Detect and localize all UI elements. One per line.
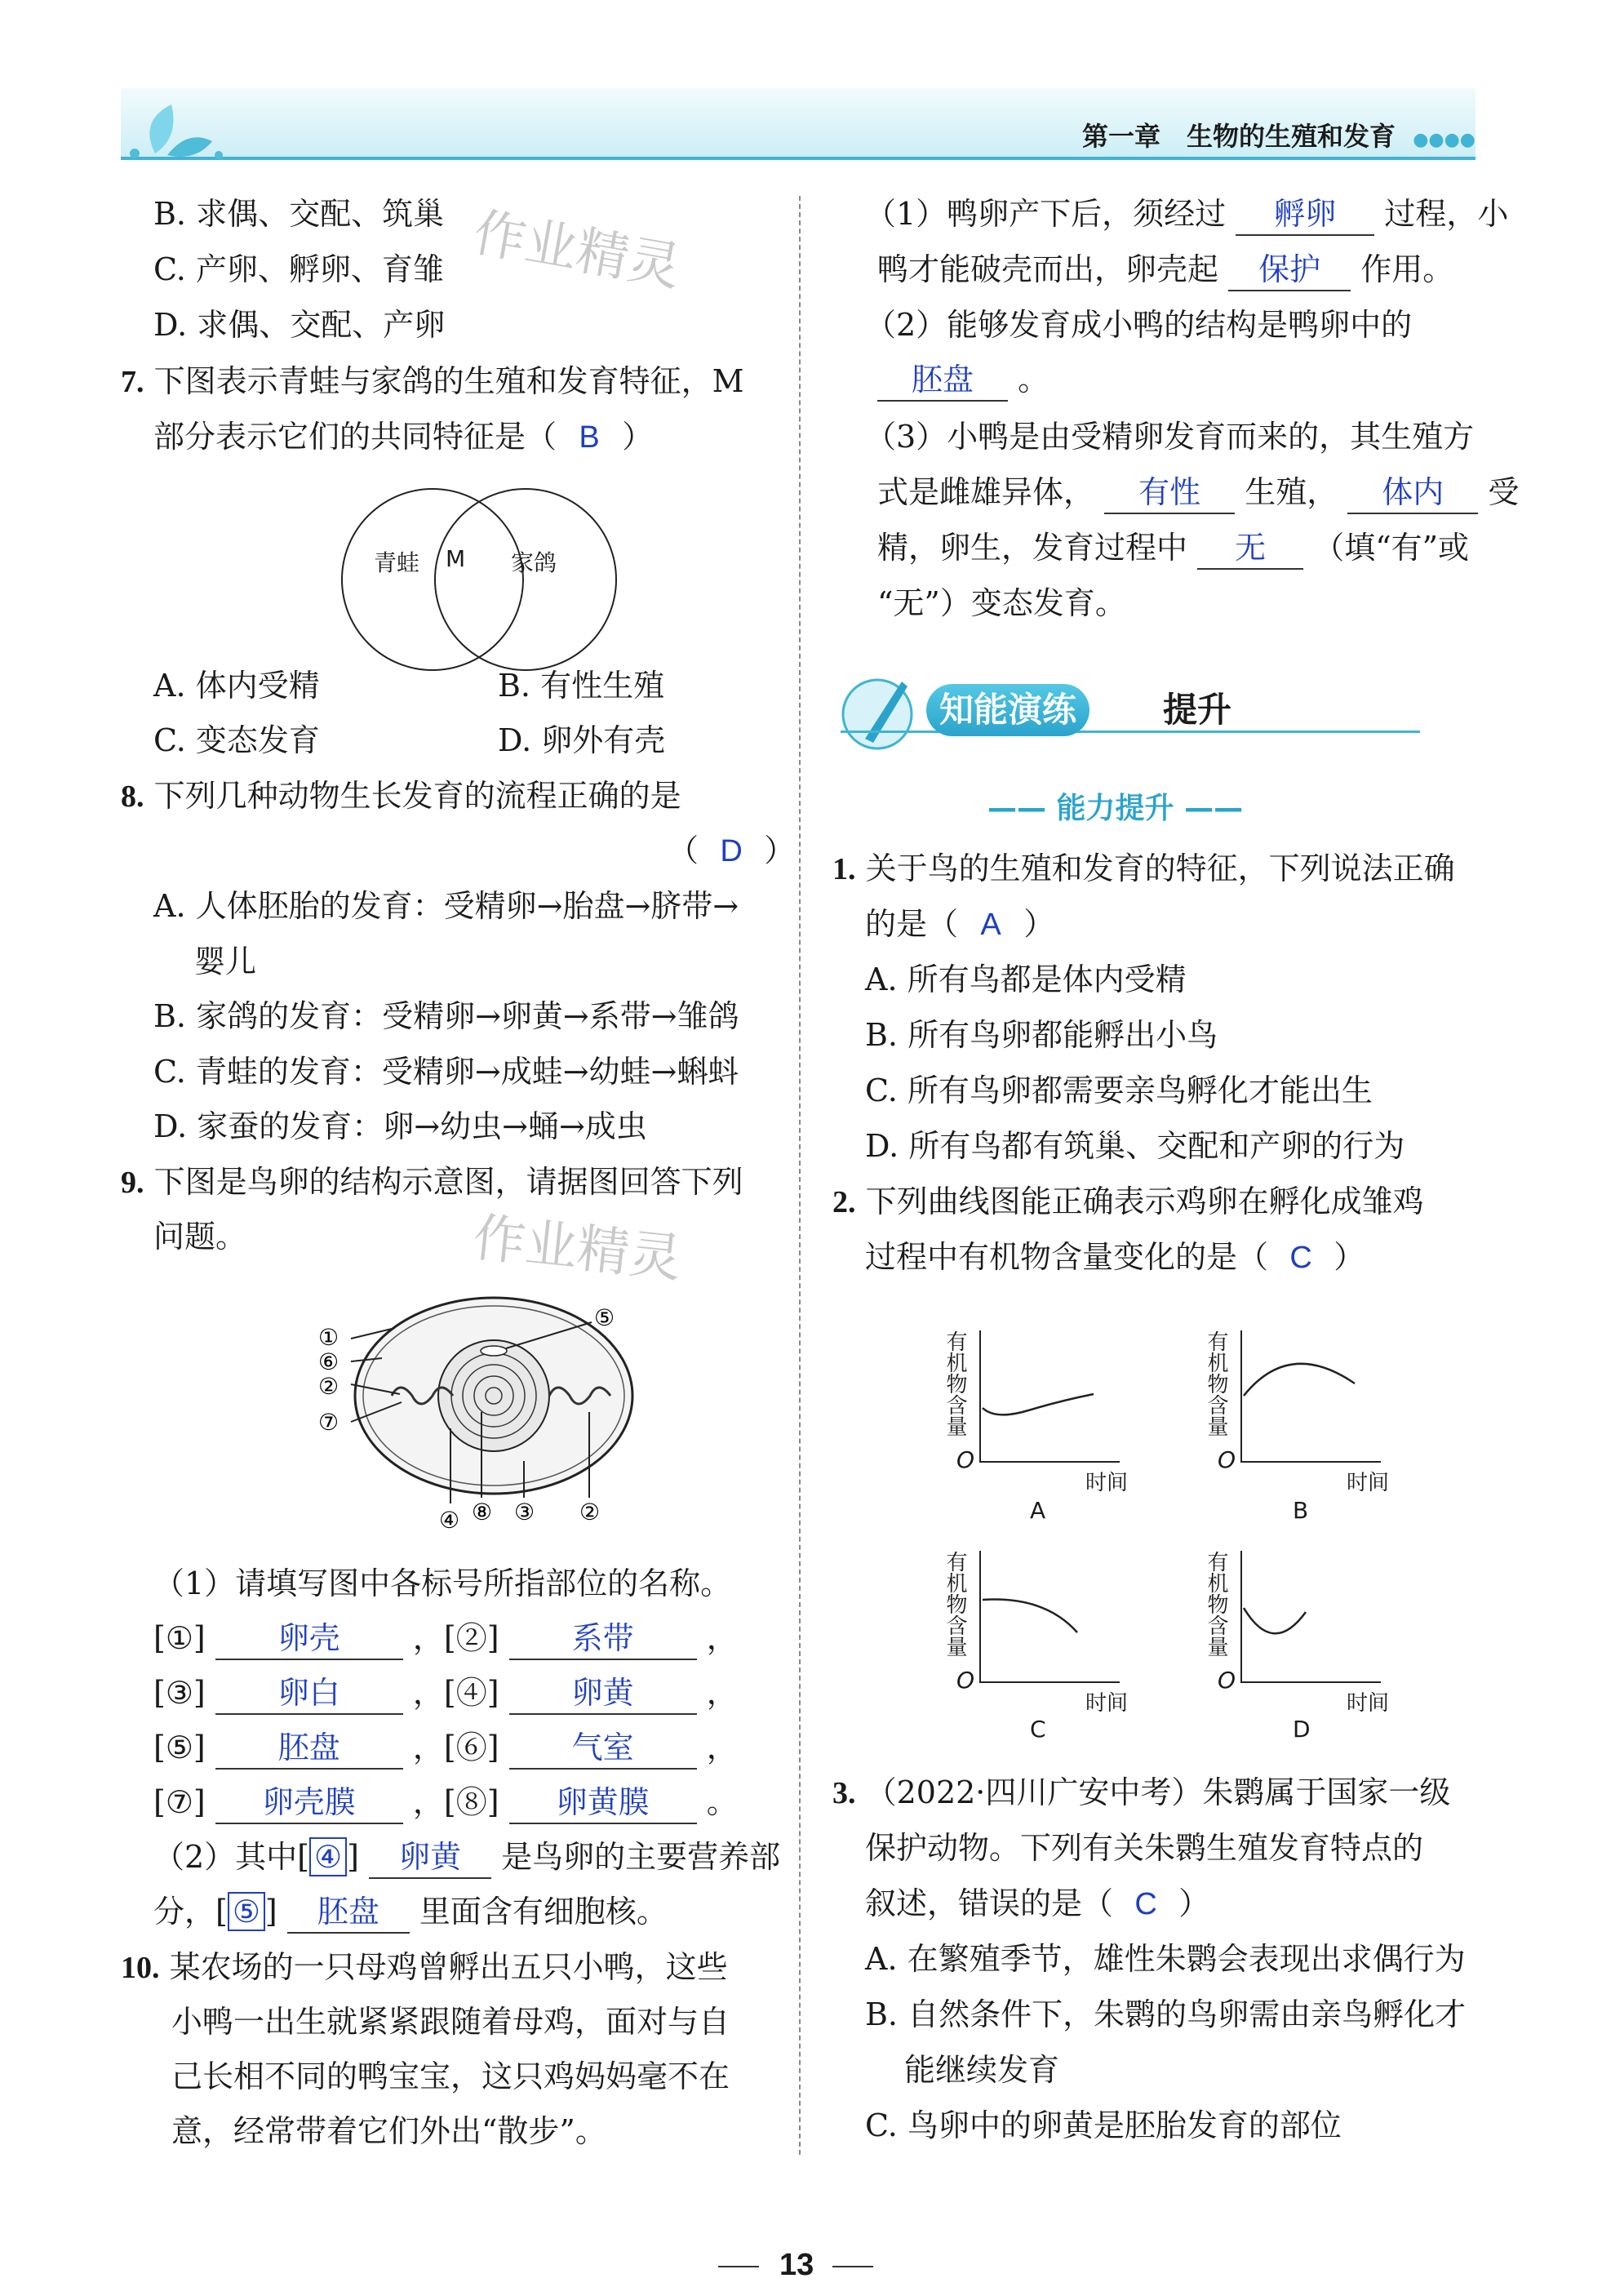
r3-text3: 叙述，错误的是（: [865, 1885, 1114, 1921]
q10-sub-text: 精，卵生，发育过程中: [877, 530, 1188, 566]
r3-option-b-line2: 能继续发育: [904, 2052, 1060, 2088]
q6-option-c: C. 产卵、孵卵、育雏: [153, 251, 444, 287]
fill-end: ，: [706, 1675, 738, 1711]
q10-sub2-line1: （2）能够发育成小鸭的结构是鸭卵中的: [865, 307, 1413, 343]
q9-sub2-num: ④: [309, 1837, 347, 1876]
graph-a-curve: [979, 1330, 1118, 1461]
r3-number: 3.: [832, 1776, 856, 1810]
graph-b-letter: B: [1293, 1497, 1309, 1524]
q10-sub-text: 生殖，: [1245, 474, 1338, 510]
watermark: 作业精灵: [468, 202, 686, 299]
graph-d-letter: D: [1293, 1716, 1311, 1743]
venn-pigeon-circle: [434, 488, 617, 671]
q10-sub-answer: 体内: [1347, 473, 1478, 514]
q10-sub3-line3: [877, 528, 1469, 570]
r3-stem-line3: [865, 1884, 1209, 1924]
brush-icon: [832, 665, 930, 755]
q7-number: 7.: [121, 365, 144, 399]
fill-label: ，[⑧]: [412, 1784, 499, 1820]
watermark: 作业精灵: [470, 1207, 685, 1290]
q9-fill-row3: [153, 1728, 738, 1770]
graph-c-curve: [979, 1551, 1118, 1681]
q9-text1: 下图是鸟卵的结构示意图，请据图回答下列: [153, 1164, 743, 1200]
q7-option-a: A. 体内受精: [153, 668, 320, 704]
chapter-title-text: 第一章 生物的生殖和发育: [1082, 121, 1396, 152]
r1-number: 1.: [832, 852, 856, 886]
q9-sub2-line1: [153, 1837, 780, 1879]
venn-pigeon-label: 家鸽: [511, 549, 557, 576]
q6-option-b: B. 求偶、交配、筑巢: [153, 196, 445, 232]
header-dots: ●●●●: [1413, 130, 1476, 150]
q8-option-c: C. 青蛙的发育：受精卵→成蛙→幼蛙→蝌蚪: [153, 1054, 739, 1090]
q10-sub-text: 式是雌雄异体，: [877, 474, 1095, 510]
q10-sub1-line2: [877, 250, 1453, 291]
r2-stem-line2: [865, 1237, 1365, 1277]
banner-subtitle: 提升: [1163, 690, 1232, 730]
r3-text1: （2022·四川广安中考）朱鹮属于国家一级: [865, 1774, 1451, 1810]
q7-option-d: D. 卵外有壳: [498, 722, 666, 758]
q8-option-b: B. 家鸽的发育：受精卵→卵黄→系带→雏鸽: [153, 998, 739, 1034]
q9-sub2-answer: 卵黄: [369, 1838, 491, 1879]
fill-answer: 卵壳: [215, 1619, 403, 1660]
q9-stem-line1: [121, 1162, 743, 1202]
fill-label: [⑤]: [153, 1730, 206, 1765]
graph-b-origin: O: [1218, 1446, 1236, 1473]
footer-rule-left: [718, 2266, 759, 2267]
r3-option-a: A. 在繁殖季节，雄性朱鹮会表现出求偶行为: [865, 1941, 1466, 1977]
q9-sub2-answer: 胚盘: [287, 1893, 410, 1934]
q9-sub2-text: 是鸟卵的主要营养部: [501, 1839, 781, 1875]
egg-label-3: ③: [514, 1499, 535, 1525]
q8-answer-bracket: [668, 831, 795, 871]
q8-option-d: D. 家蚕的发育：卵→幼虫→蛹→成虫: [153, 1108, 647, 1144]
r1-stem-line2: [865, 904, 1054, 944]
r2-close: ）: [1334, 1239, 1365, 1275]
q10-sub1-line1: [865, 194, 1508, 236]
q9-stem-line2: 问题。: [153, 1219, 247, 1255]
q9-sub1: （1）请填写图中各标号所指部位的名称。: [153, 1565, 732, 1601]
r1-option-d: D. 所有鸟都有筑巢、交配和产卵的行为: [865, 1128, 1405, 1164]
q10-sub-text: 。: [1018, 362, 1050, 397]
banner-title: 知能演练: [926, 684, 1089, 736]
q7-answer: B: [579, 420, 600, 455]
graph-b-ylabel: 有机物含量: [1204, 1330, 1228, 1437]
q10-sub-answer: 胚盘: [877, 361, 1008, 402]
q9-sub2-text: 里面含有细胞核。: [419, 1894, 668, 1930]
graph-d-ylabel: 有机物含量: [1204, 1551, 1228, 1657]
q9-sub2-text: ]: [264, 1894, 277, 1930]
q7-stem-line1: [121, 362, 744, 402]
graph-d-xlabel: 时间: [1347, 1691, 1390, 1716]
q9-sub2-text: ]: [347, 1839, 359, 1875]
egg-label-5: ⑤: [594, 1304, 615, 1331]
q10-sub-answer: 孵卵: [1236, 195, 1374, 236]
fill-answer: 胚盘: [215, 1729, 403, 1770]
chapter-title: [1082, 116, 1476, 153]
r2-stem-line1: [832, 1182, 1424, 1222]
r3-option-b-line1: B. 自然条件下，朱鹮的鸟卵需由亲鸟孵化才: [865, 1996, 1467, 2032]
q9-number: 9.: [121, 1166, 144, 1200]
r3-stem-line1: [832, 1773, 1450, 1813]
q8-option-a-line2: 婴儿: [194, 944, 257, 979]
q7-close: ）: [622, 419, 654, 455]
q10-line2: 小鸭一出生就紧紧跟随着母鸡，面对与自: [171, 2004, 730, 2040]
q7-text1: 下图表示青蛙与家鸽的生殖和发育特征，M: [153, 363, 744, 399]
egg-label-6: ⑥: [318, 1348, 339, 1375]
footer-rule-right: [832, 2266, 873, 2267]
q10-sub3-line2: [877, 473, 1519, 514]
fill-end: 。: [706, 1784, 738, 1820]
q10-sub-text: 过程，小: [1384, 196, 1509, 232]
r1-answer: A: [980, 908, 1001, 942]
q7-stem-line2: [153, 417, 653, 457]
fill-end: ，: [706, 1730, 738, 1765]
q10-sub2-line2: [877, 360, 1049, 402]
q9-fill-row1: [153, 1619, 738, 1660]
graph-a-origin: O: [956, 1446, 975, 1473]
q9-sub2-num: ⑤: [228, 1892, 265, 1931]
q9-sub2-line2: [153, 1892, 668, 1934]
q7-option-b: B. 有性生殖: [498, 668, 665, 704]
graph-a-ylabel: 有机物含量: [943, 1330, 967, 1437]
graph-d-origin: O: [1218, 1667, 1236, 1694]
egg-label-8: ⑧: [472, 1499, 493, 1525]
fill-label: ，[⑥]: [412, 1730, 499, 1765]
fill-label: [⑦]: [153, 1784, 206, 1820]
fill-answer: 卵黄膜: [509, 1783, 697, 1824]
q10-sub-answer: 无: [1197, 529, 1303, 570]
q10-line3: 己长相不同的鸭宝宝，这只鸡妈妈毫不在: [171, 2058, 730, 2094]
leaf-logo-icon: [122, 96, 229, 162]
column-divider: [799, 196, 801, 2155]
graph-a-xlabel: 时间: [1085, 1471, 1129, 1495]
venn-m-label: M: [446, 545, 466, 572]
r2-answer: C: [1289, 1241, 1312, 1275]
egg-label-1: ①: [318, 1324, 339, 1351]
graph-c-letter: C: [1030, 1716, 1046, 1743]
fill-end: ，: [706, 1620, 738, 1656]
q10-sub-text: 鸭才能破壳而出，卵壳起: [877, 251, 1219, 287]
egg-label-2b: ②: [579, 1499, 601, 1525]
graph-b-curve: [1240, 1330, 1379, 1461]
q7-option-c: C. 变态发育: [153, 722, 320, 758]
fill-answer: 卵白: [215, 1674, 403, 1715]
r1-text1: 关于鸟的生殖和发育的特征，下列说法正确: [865, 850, 1455, 886]
q10-line4: 意，经常带着它们外出“散步”。: [171, 2113, 606, 2149]
q6-option-d: D. 求偶、交配、产卵: [153, 307, 446, 343]
fill-answer: 气室: [509, 1729, 697, 1770]
q8-text: 下列几种动物生长发育的流程正确的是: [153, 778, 681, 814]
fill-label: [③]: [153, 1675, 206, 1711]
fill-answer: 系带: [509, 1619, 697, 1660]
q8-number: 8.: [121, 779, 144, 814]
fill-label: ，[②]: [412, 1620, 499, 1656]
q9-fill-row2: [153, 1673, 738, 1715]
r3-option-c: C. 鸟卵中的卵黄是胚胎发育的部位: [865, 2107, 1342, 2143]
graph-c-origin: O: [956, 1667, 975, 1694]
q9-sub2-text: 分，[: [153, 1894, 228, 1930]
r1-stem-line1: [832, 849, 1455, 889]
fill-label: ，[④]: [412, 1675, 499, 1711]
r2-number: 2.: [832, 1185, 856, 1219]
graph-a-letter: A: [1030, 1497, 1046, 1524]
q10-number: 10.: [121, 1951, 160, 1985]
graph-d-curve: [1240, 1551, 1379, 1681]
graph-c-xlabel: 时间: [1085, 1691, 1129, 1716]
section-title: —— 能力提升 ——: [987, 792, 1244, 825]
q9-fill-row4: [153, 1783, 738, 1824]
fill-answer: 卵黄: [509, 1674, 697, 1715]
q10-sub3-line1: （3）小鸭是由受精卵发育而来的，其生殖方: [865, 419, 1475, 455]
q10-sub-text: （1）鸭卵产下后，须经过: [865, 196, 1227, 232]
egg-label-2a: ②: [318, 1373, 339, 1400]
fill-label: [①]: [153, 1620, 206, 1656]
r1-option-c: C. 所有鸟卵都需要亲鸟孵化才能出生: [865, 1073, 1373, 1108]
banner-underline: [841, 731, 1420, 733]
q8-option-a-line1: A. 人体胚胎的发育：受精卵→胎盘→脐带→: [153, 888, 739, 924]
q10-sub-text: （填“有”或: [1313, 530, 1470, 566]
egg-label-4: ④: [439, 1507, 460, 1534]
r1-option-b: B. 所有鸟卵都能孵出小鸟: [865, 1017, 1218, 1053]
r3-stem-line2: 保护动物。下列有关朱鹮生殖发育特点的: [865, 1830, 1424, 1866]
page-number: 13: [779, 2248, 814, 2282]
q8-open: （: [668, 833, 699, 868]
r2-text1: 下列曲线图能正确表示鸡卵在孵化成雏鸡: [865, 1184, 1424, 1219]
q8-answer: D: [720, 834, 743, 868]
q10-sub-answer: 保护: [1228, 251, 1351, 291]
venn-frog-label: 青蛙: [374, 549, 420, 576]
q10-line1: [121, 1947, 728, 1987]
egg-diagram: [310, 1290, 653, 1534]
q10-sub-text: 受: [1488, 474, 1520, 510]
r1-close: ）: [1023, 906, 1055, 942]
r3-close: ）: [1178, 1885, 1210, 1921]
fill-answer: 卵壳膜: [215, 1783, 403, 1824]
r1-text2: 的是（: [865, 906, 959, 942]
q10-sub3-line4: “无”）变态发育。: [877, 585, 1126, 621]
graph-c-ylabel: 有机物含量: [943, 1551, 967, 1657]
egg-label-7: ⑦: [318, 1409, 339, 1436]
q10-sub-text: 作用。: [1360, 251, 1454, 287]
graph-b-xlabel: 时间: [1347, 1471, 1390, 1495]
r2-text2: 过程中有机物含量变化的是（: [865, 1239, 1269, 1275]
q7-text2: 部分表示它们的共同特征是（: [153, 419, 557, 455]
q10-sub-answer: 有性: [1104, 473, 1235, 514]
q9-sub2-text: （2）其中[: [153, 1839, 310, 1875]
r1-option-a: A. 所有鸟都是体内受精: [865, 961, 1187, 997]
q8-close: ）: [764, 833, 796, 868]
q8-stem: [121, 776, 681, 816]
q10-text: 某农场的一只母鸡曾孵出五只小鸭，这些: [169, 1949, 728, 1985]
r3-answer: C: [1134, 1887, 1157, 1921]
